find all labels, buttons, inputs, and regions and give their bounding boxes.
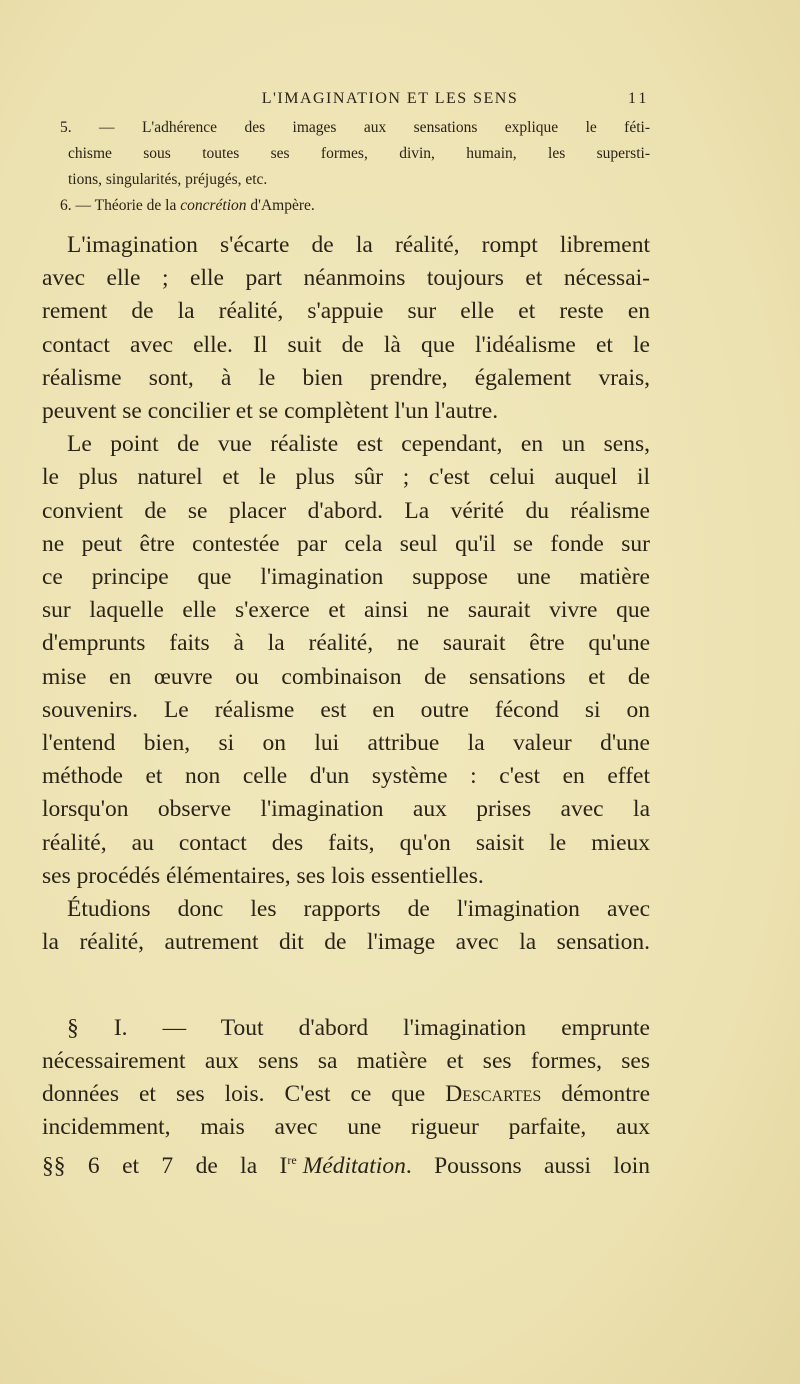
paragraph-line [42, 395, 650, 428]
footnote-line [60, 193, 650, 219]
text-run: Le point de vue réaliste est cependant, en un sens, [67, 431, 650, 458]
running-header: L'IMAGINATION ET LES SENS [261, 90, 519, 107]
paragraph-line [42, 760, 650, 793]
paragraph-line [42, 528, 650, 561]
text-run: rement de la réalité, s'appuie sur elle et reste en [42, 298, 650, 325]
text-run: incidemment, mais avec une rigueur parfaite, aux [42, 1114, 650, 1140]
text-run: § I. — Tout d'abord l'imagination emprunte [67, 1015, 650, 1041]
paragraph-line [42, 329, 650, 362]
text-run: lorsqu'on observe l'imagination aux prises avec la [42, 796, 650, 823]
paragraph-line [67, 893, 650, 926]
paragraph-line [42, 262, 650, 295]
text-run: Étudions donc les rapports de l'imagination avec [67, 896, 650, 922]
paragraph-line [42, 362, 650, 395]
text-run: contact avec elle. Il suit de là que l'idéalisme et le [42, 331, 650, 358]
text-run: 6. — Théorie de la [60, 197, 181, 214]
text-run: re [287, 1153, 297, 1167]
text-run: ses procédés élémentaires, ses lois essentielles. [42, 862, 484, 889]
text-run: avec elle ; elle part néanmoins toujours et nécessai- [42, 265, 650, 292]
paragraph-line [42, 661, 650, 694]
text-run: sur laquelle elle s'exerce et ainsi ne saurait vivre que [42, 597, 650, 624]
paragraph-line [42, 926, 650, 959]
text-run: démontre [541, 1081, 650, 1107]
text-run: §§ 6 et 7 de la I [42, 1152, 288, 1179]
paragraph-line [42, 860, 650, 893]
text-run: tions, singularités, préjugés, etc. [68, 171, 268, 188]
text-run: nécessairement aux sens sa matière et ses formes, ses [42, 1048, 650, 1074]
section-line [42, 1045, 650, 1078]
section-line [42, 1144, 650, 1177]
paragraph-line [42, 561, 650, 594]
paragraph-line [42, 295, 650, 328]
page-number: 11 [628, 90, 650, 107]
text-run: d'Ampère. [246, 197, 315, 214]
section-line [42, 1078, 650, 1111]
text-run: le plus naturel et le plus sûr ; c'est celui auquel il [42, 464, 650, 491]
text-run: chisme sous toutes ses formes, divin, humain, les supersti- [68, 145, 650, 162]
text-run: la réalité, autrement dit de l'image avec la sensation. [42, 929, 650, 956]
text-run: données et ses lois. C'est ce que [42, 1081, 446, 1107]
text-run: mise en œuvre ou combinaison de sensations et de [42, 663, 650, 690]
paragraph-line [67, 229, 650, 262]
text-run: L'imagination s'écarte de la réalité, rompt librement [67, 232, 650, 258]
paragraph-line [42, 495, 650, 528]
text-run: concrétion [180, 197, 247, 214]
paragraph-line [42, 827, 650, 860]
text-run: d'emprunts faits à la réalité, ne saurait être qu'une [42, 630, 650, 657]
text-run: réalité, au contact des faits, qu'on saisit le mieux [42, 829, 650, 856]
paragraph-line [42, 694, 650, 727]
text-run: convient de se placer d'abord. La vérité du réalisme [42, 497, 650, 524]
paragraph-line [42, 594, 650, 627]
footnote-line [60, 115, 650, 141]
footnote-line [68, 167, 650, 193]
paragraph-line [42, 627, 650, 660]
section-line [67, 1012, 650, 1045]
text-run: méthode et non celle d'un système : c'est en effet [42, 763, 650, 790]
paragraph-line [67, 428, 650, 461]
text-run: souvenirs. Le réalisme est en outre fécond si on [42, 696, 650, 723]
section-line [42, 1111, 650, 1144]
text-run: Méditation [302, 1152, 406, 1179]
footnote-line [68, 141, 650, 167]
text-run: ce principe que l'imagination suppose une matière [42, 564, 650, 590]
text-run: ne peut être contestée par cela seul qu'il se fonde sur [42, 530, 650, 557]
text-run: peuvent se concilier et se complètent l'un l'autre. [42, 398, 499, 424]
text-run: l'entend bien, si on lui attribue la valeur d'une [42, 730, 650, 756]
author-name: Descartes [445, 1081, 542, 1107]
text-run: 5. — L'adhérence des images aux sensations explique le féti- [60, 119, 650, 136]
paragraph-line [42, 727, 650, 760]
text-run: réalisme sont, à le bien prendre, également vrais, [42, 364, 650, 391]
paragraph-line [42, 461, 650, 494]
paragraph-line [42, 793, 650, 826]
text-run: . Poussons aussi loin [405, 1152, 650, 1179]
